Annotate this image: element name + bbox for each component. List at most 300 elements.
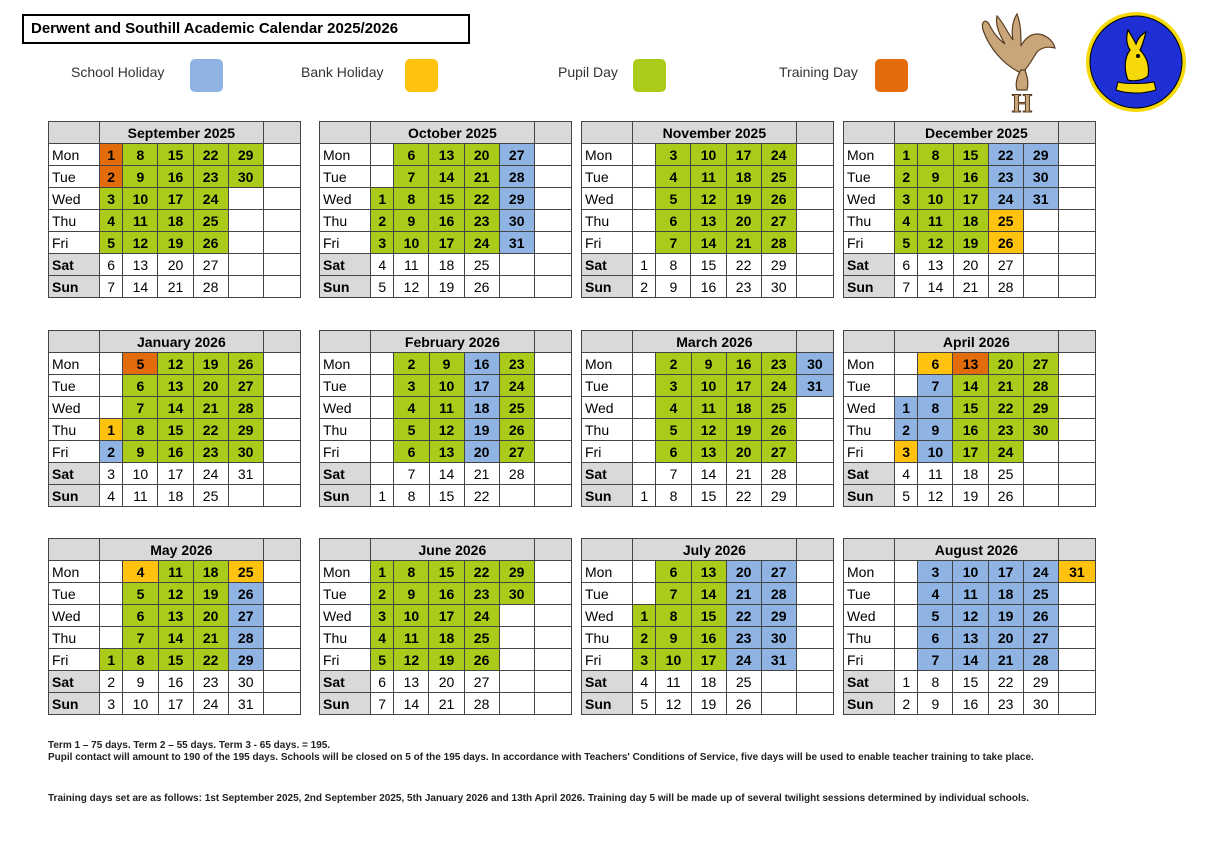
empty-day-cell <box>534 375 571 397</box>
day-cell: 22 <box>988 397 1023 419</box>
day-cell: 7 <box>100 276 123 298</box>
day-cell: 20 <box>464 144 499 166</box>
day-cell: 21 <box>726 463 761 485</box>
day-cell: 18 <box>429 627 464 649</box>
day-cell: 3 <box>895 441 918 463</box>
day-name-label: Sat <box>49 463 100 485</box>
month-header-blank <box>796 539 833 561</box>
empty-day-cell <box>1058 397 1095 419</box>
day-cell: 24 <box>193 188 228 210</box>
day-cell: 20 <box>429 671 464 693</box>
day-cell: 4 <box>371 627 394 649</box>
empty-day-cell <box>371 353 394 375</box>
day-name-label: Sun <box>582 485 633 507</box>
day-cell: 31 <box>1058 561 1095 583</box>
day-cell: 24 <box>464 232 499 254</box>
day-name-label: Fri <box>844 441 895 463</box>
month-name: January 2026 <box>100 331 264 353</box>
day-cell: 5 <box>371 649 394 671</box>
month-name: June 2026 <box>371 539 535 561</box>
day-cell: 1 <box>633 254 656 276</box>
day-cell: 18 <box>691 671 726 693</box>
empty-day-cell <box>633 419 656 441</box>
day-name-label: Tue <box>49 583 100 605</box>
day-cell: 29 <box>761 254 796 276</box>
day-cell: 29 <box>228 144 263 166</box>
empty-day-cell <box>228 210 263 232</box>
day-cell: 22 <box>193 144 228 166</box>
empty-day-cell <box>796 232 833 254</box>
day-cell: 19 <box>726 188 761 210</box>
month-name: March 2026 <box>633 331 797 353</box>
empty-day-cell <box>1023 485 1058 507</box>
day-cell: 11 <box>394 627 429 649</box>
day-name-label: Wed <box>320 188 371 210</box>
empty-day-cell <box>895 627 918 649</box>
day-name-label: Sat <box>582 671 633 693</box>
empty-day-cell <box>228 254 263 276</box>
empty-day-cell <box>796 166 833 188</box>
day-cell: 23 <box>193 166 228 188</box>
day-name-label: Tue <box>582 166 633 188</box>
day-cell: 10 <box>394 232 429 254</box>
day-name-label: Fri <box>49 649 100 671</box>
day-cell: 17 <box>464 375 499 397</box>
empty-day-cell <box>633 232 656 254</box>
day-cell: 16 <box>691 276 726 298</box>
day-name-label: Sun <box>582 693 633 715</box>
day-cell: 7 <box>123 397 158 419</box>
day-cell: 16 <box>429 583 464 605</box>
day-cell: 4 <box>371 254 394 276</box>
empty-day-cell <box>499 276 534 298</box>
day-cell: 23 <box>988 166 1023 188</box>
empty-day-cell <box>1023 463 1058 485</box>
empty-day-cell <box>1058 605 1095 627</box>
empty-day-cell <box>895 561 918 583</box>
empty-day-cell <box>796 485 833 507</box>
day-cell: 18 <box>726 166 761 188</box>
empty-day-cell <box>534 649 571 671</box>
day-cell: 20 <box>726 561 761 583</box>
day-cell: 3 <box>656 144 691 166</box>
empty-day-cell <box>263 693 300 715</box>
empty-day-cell <box>1058 232 1095 254</box>
day-cell: 16 <box>953 693 988 715</box>
day-name-label: Sat <box>49 254 100 276</box>
month-header-blank <box>534 539 571 561</box>
day-name-label: Tue <box>582 583 633 605</box>
day-cell: 6 <box>656 210 691 232</box>
day-cell: 15 <box>691 605 726 627</box>
day-cell: 26 <box>464 276 499 298</box>
day-cell: 22 <box>726 485 761 507</box>
legend-swatch-training-day <box>875 59 908 92</box>
empty-day-cell <box>534 627 571 649</box>
day-cell: 28 <box>761 232 796 254</box>
empty-day-cell <box>796 627 833 649</box>
day-cell: 8 <box>123 144 158 166</box>
day-cell: 6 <box>123 605 158 627</box>
day-name-label: Wed <box>320 397 371 419</box>
day-name-label: Sat <box>844 671 895 693</box>
day-cell: 12 <box>394 276 429 298</box>
empty-day-cell <box>499 649 534 671</box>
month-header-blank <box>844 122 895 144</box>
day-cell: 6 <box>656 441 691 463</box>
empty-day-cell <box>263 232 300 254</box>
day-name-label: Sun <box>844 276 895 298</box>
day-cell: 10 <box>123 463 158 485</box>
empty-day-cell <box>1058 276 1095 298</box>
empty-day-cell <box>796 419 833 441</box>
empty-day-cell <box>633 397 656 419</box>
day-cell: 24 <box>761 375 796 397</box>
empty-day-cell <box>534 353 571 375</box>
day-cell: 16 <box>429 210 464 232</box>
empty-day-cell <box>1058 627 1095 649</box>
day-name-label: Sat <box>844 254 895 276</box>
day-cell: 21 <box>193 397 228 419</box>
empty-day-cell <box>796 649 833 671</box>
month-header-blank <box>582 539 633 561</box>
empty-day-cell <box>1023 210 1058 232</box>
empty-day-cell <box>633 375 656 397</box>
empty-day-cell <box>796 693 833 715</box>
day-name-label: Wed <box>582 397 633 419</box>
day-cell: 7 <box>394 463 429 485</box>
legend-label-training-day: Training Day <box>779 64 858 80</box>
day-name-label: Mon <box>582 353 633 375</box>
day-cell: 21 <box>988 649 1023 671</box>
day-cell: 13 <box>953 353 988 375</box>
day-cell: 1 <box>371 561 394 583</box>
day-cell: 3 <box>895 188 918 210</box>
day-cell: 2 <box>371 583 394 605</box>
day-cell: 26 <box>1023 605 1058 627</box>
day-cell: 10 <box>394 605 429 627</box>
day-cell: 13 <box>158 605 193 627</box>
empty-day-cell <box>263 353 300 375</box>
day-cell: 10 <box>656 649 691 671</box>
day-name-label: Sun <box>49 693 100 715</box>
month-table <box>48 538 301 715</box>
empty-day-cell <box>263 397 300 419</box>
day-name-label: Thu <box>49 210 100 232</box>
month-name: August 2026 <box>895 539 1059 561</box>
empty-day-cell <box>534 463 571 485</box>
day-name-label: Sat <box>582 254 633 276</box>
day-cell: 13 <box>123 254 158 276</box>
day-cell: 10 <box>953 561 988 583</box>
day-cell: 10 <box>123 693 158 715</box>
day-cell: 29 <box>228 649 263 671</box>
day-cell: 16 <box>953 419 988 441</box>
day-cell: 6 <box>123 375 158 397</box>
day-cell: 10 <box>123 188 158 210</box>
day-cell: 24 <box>988 188 1023 210</box>
day-cell: 19 <box>691 693 726 715</box>
day-cell: 29 <box>499 188 534 210</box>
day-cell: 30 <box>499 583 534 605</box>
day-cell: 4 <box>394 397 429 419</box>
empty-day-cell <box>1058 441 1095 463</box>
month-header-blank <box>263 331 300 353</box>
day-cell: 21 <box>464 463 499 485</box>
empty-day-cell <box>499 627 534 649</box>
day-name-label: Sat <box>320 254 371 276</box>
month-header-blank <box>844 539 895 561</box>
empty-day-cell <box>263 671 300 693</box>
empty-day-cell <box>1058 671 1095 693</box>
day-cell: 5 <box>100 232 123 254</box>
month-header-blank <box>49 331 100 353</box>
empty-day-cell <box>100 561 123 583</box>
day-name-label: Fri <box>582 441 633 463</box>
day-cell: 12 <box>394 649 429 671</box>
day-cell: 23 <box>193 671 228 693</box>
day-cell: 13 <box>953 627 988 649</box>
day-cell: 6 <box>656 561 691 583</box>
day-cell: 15 <box>953 144 988 166</box>
day-cell: 30 <box>228 166 263 188</box>
empty-day-cell <box>633 463 656 485</box>
day-cell: 11 <box>918 463 953 485</box>
month-name: April 2026 <box>895 331 1059 353</box>
day-cell: 9 <box>394 583 429 605</box>
month-name: May 2026 <box>100 539 264 561</box>
empty-day-cell <box>761 693 796 715</box>
day-cell: 16 <box>691 627 726 649</box>
day-cell: 12 <box>918 485 953 507</box>
empty-day-cell <box>499 671 534 693</box>
legend-label-school-holiday: School Holiday <box>71 64 165 80</box>
day-cell: 12 <box>953 605 988 627</box>
empty-day-cell <box>263 375 300 397</box>
day-cell: 8 <box>656 605 691 627</box>
day-cell: 31 <box>761 649 796 671</box>
day-cell: 15 <box>158 419 193 441</box>
empty-day-cell <box>263 463 300 485</box>
empty-day-cell <box>534 583 571 605</box>
day-cell: 3 <box>371 605 394 627</box>
day-cell: 10 <box>429 375 464 397</box>
day-name-label: Tue <box>320 166 371 188</box>
day-name-label: Sat <box>320 671 371 693</box>
month-name: December 2025 <box>895 122 1059 144</box>
day-cell: 23 <box>761 353 796 375</box>
day-cell: 2 <box>371 210 394 232</box>
day-cell: 1 <box>895 397 918 419</box>
empty-day-cell <box>534 232 571 254</box>
day-cell: 5 <box>633 693 656 715</box>
day-cell: 21 <box>429 693 464 715</box>
day-name-label: Thu <box>582 210 633 232</box>
day-cell: 21 <box>726 232 761 254</box>
month-header-blank <box>796 331 833 353</box>
day-cell: 19 <box>158 232 193 254</box>
day-cell: 30 <box>761 627 796 649</box>
month-header-blank <box>844 331 895 353</box>
day-cell: 24 <box>988 441 1023 463</box>
day-cell: 24 <box>464 605 499 627</box>
day-cell: 4 <box>100 210 123 232</box>
day-cell: 23 <box>726 627 761 649</box>
day-cell: 21 <box>953 276 988 298</box>
day-name-label: Tue <box>844 375 895 397</box>
month-name: February 2026 <box>371 331 535 353</box>
empty-day-cell <box>796 254 833 276</box>
day-cell: 8 <box>918 671 953 693</box>
day-cell: 15 <box>691 254 726 276</box>
day-cell: 14 <box>158 627 193 649</box>
day-cell: 5 <box>656 419 691 441</box>
day-name-label: Thu <box>49 627 100 649</box>
empty-day-cell <box>796 397 833 419</box>
empty-day-cell <box>263 188 300 210</box>
day-cell: 15 <box>429 561 464 583</box>
notes-terms <box>48 740 1188 764</box>
day-cell: 17 <box>158 188 193 210</box>
day-cell: 18 <box>193 561 228 583</box>
empty-day-cell <box>499 485 534 507</box>
month-header-blank <box>1058 539 1095 561</box>
day-cell: 13 <box>394 671 429 693</box>
day-cell: 31 <box>499 232 534 254</box>
day-cell: 11 <box>158 561 193 583</box>
day-cell: 13 <box>429 441 464 463</box>
day-cell: 19 <box>726 419 761 441</box>
empty-day-cell <box>534 188 571 210</box>
day-cell: 1 <box>895 144 918 166</box>
empty-day-cell <box>633 353 656 375</box>
empty-day-cell <box>371 166 394 188</box>
month-name: November 2025 <box>633 122 797 144</box>
empty-day-cell <box>1058 166 1095 188</box>
day-cell: 29 <box>1023 671 1058 693</box>
day-cell: 22 <box>726 605 761 627</box>
day-cell: 27 <box>228 375 263 397</box>
day-cell: 27 <box>761 210 796 232</box>
notes-line-2: Pupil contact will amount to 190 of the 195 days. Schools will be closed on 5 of the 195 days. In accordance with Teachers' Conditions of Service, five days will be used to enable teacher training to take place. <box>48 752 1034 763</box>
empty-day-cell <box>1058 375 1095 397</box>
day-cell: 20 <box>193 605 228 627</box>
day-cell: 31 <box>796 375 833 397</box>
day-cell: 5 <box>123 583 158 605</box>
day-cell: 6 <box>371 671 394 693</box>
day-cell: 9 <box>429 353 464 375</box>
empty-day-cell <box>534 210 571 232</box>
day-cell: 17 <box>726 144 761 166</box>
day-cell: 20 <box>726 441 761 463</box>
empty-day-cell <box>1058 463 1095 485</box>
day-cell: 9 <box>123 166 158 188</box>
empty-day-cell <box>534 276 571 298</box>
empty-day-cell <box>263 276 300 298</box>
empty-day-cell <box>228 188 263 210</box>
empty-day-cell <box>534 419 571 441</box>
day-cell: 8 <box>656 254 691 276</box>
day-cell: 28 <box>499 463 534 485</box>
month-table <box>843 330 1096 507</box>
day-cell: 8 <box>394 561 429 583</box>
day-name-label: Sun <box>49 276 100 298</box>
empty-day-cell <box>499 254 534 276</box>
day-name-label: Tue <box>320 583 371 605</box>
day-name-label: Sun <box>844 485 895 507</box>
day-cell: 8 <box>918 144 953 166</box>
day-cell: 2 <box>633 276 656 298</box>
day-cell: 17 <box>158 463 193 485</box>
day-cell: 18 <box>464 397 499 419</box>
empty-day-cell <box>263 419 300 441</box>
day-cell: 29 <box>1023 397 1058 419</box>
day-cell: 22 <box>988 671 1023 693</box>
day-cell: 5 <box>918 605 953 627</box>
empty-day-cell <box>371 463 394 485</box>
day-cell: 31 <box>1023 188 1058 210</box>
month-name: September 2025 <box>100 122 264 144</box>
day-cell: 3 <box>918 561 953 583</box>
empty-day-cell <box>1058 210 1095 232</box>
day-name-label: Mon <box>320 561 371 583</box>
day-name-label: Wed <box>582 605 633 627</box>
month-table <box>581 330 834 507</box>
day-cell: 21 <box>158 276 193 298</box>
day-cell: 27 <box>193 254 228 276</box>
day-cell: 13 <box>158 375 193 397</box>
day-cell: 14 <box>691 583 726 605</box>
day-cell: 9 <box>394 210 429 232</box>
empty-day-cell <box>1023 276 1058 298</box>
day-cell: 16 <box>158 671 193 693</box>
empty-day-cell <box>796 671 833 693</box>
empty-day-cell <box>1023 232 1058 254</box>
day-cell: 15 <box>953 397 988 419</box>
day-cell: 3 <box>633 649 656 671</box>
empty-day-cell <box>633 188 656 210</box>
day-cell: 28 <box>228 397 263 419</box>
day-cell: 30 <box>1023 166 1058 188</box>
day-cell: 17 <box>726 375 761 397</box>
day-cell: 11 <box>656 671 691 693</box>
day-cell: 24 <box>193 463 228 485</box>
day-cell: 28 <box>464 693 499 715</box>
empty-day-cell <box>534 693 571 715</box>
empty-day-cell <box>633 210 656 232</box>
day-name-label: Sun <box>49 485 100 507</box>
empty-day-cell <box>633 144 656 166</box>
day-cell: 25 <box>464 254 499 276</box>
day-name-label: Tue <box>320 375 371 397</box>
day-cell: 22 <box>464 188 499 210</box>
empty-day-cell <box>263 144 300 166</box>
empty-day-cell <box>1058 254 1095 276</box>
day-cell: 18 <box>953 463 988 485</box>
day-cell: 7 <box>656 583 691 605</box>
empty-day-cell <box>534 397 571 419</box>
day-name-label: Thu <box>582 419 633 441</box>
day-cell: 2 <box>633 627 656 649</box>
day-cell: 13 <box>429 144 464 166</box>
empty-day-cell <box>895 583 918 605</box>
day-cell: 22 <box>464 561 499 583</box>
empty-day-cell <box>263 441 300 463</box>
day-cell: 7 <box>918 375 953 397</box>
day-cell: 17 <box>691 649 726 671</box>
day-cell: 25 <box>193 485 228 507</box>
day-cell: 26 <box>499 419 534 441</box>
